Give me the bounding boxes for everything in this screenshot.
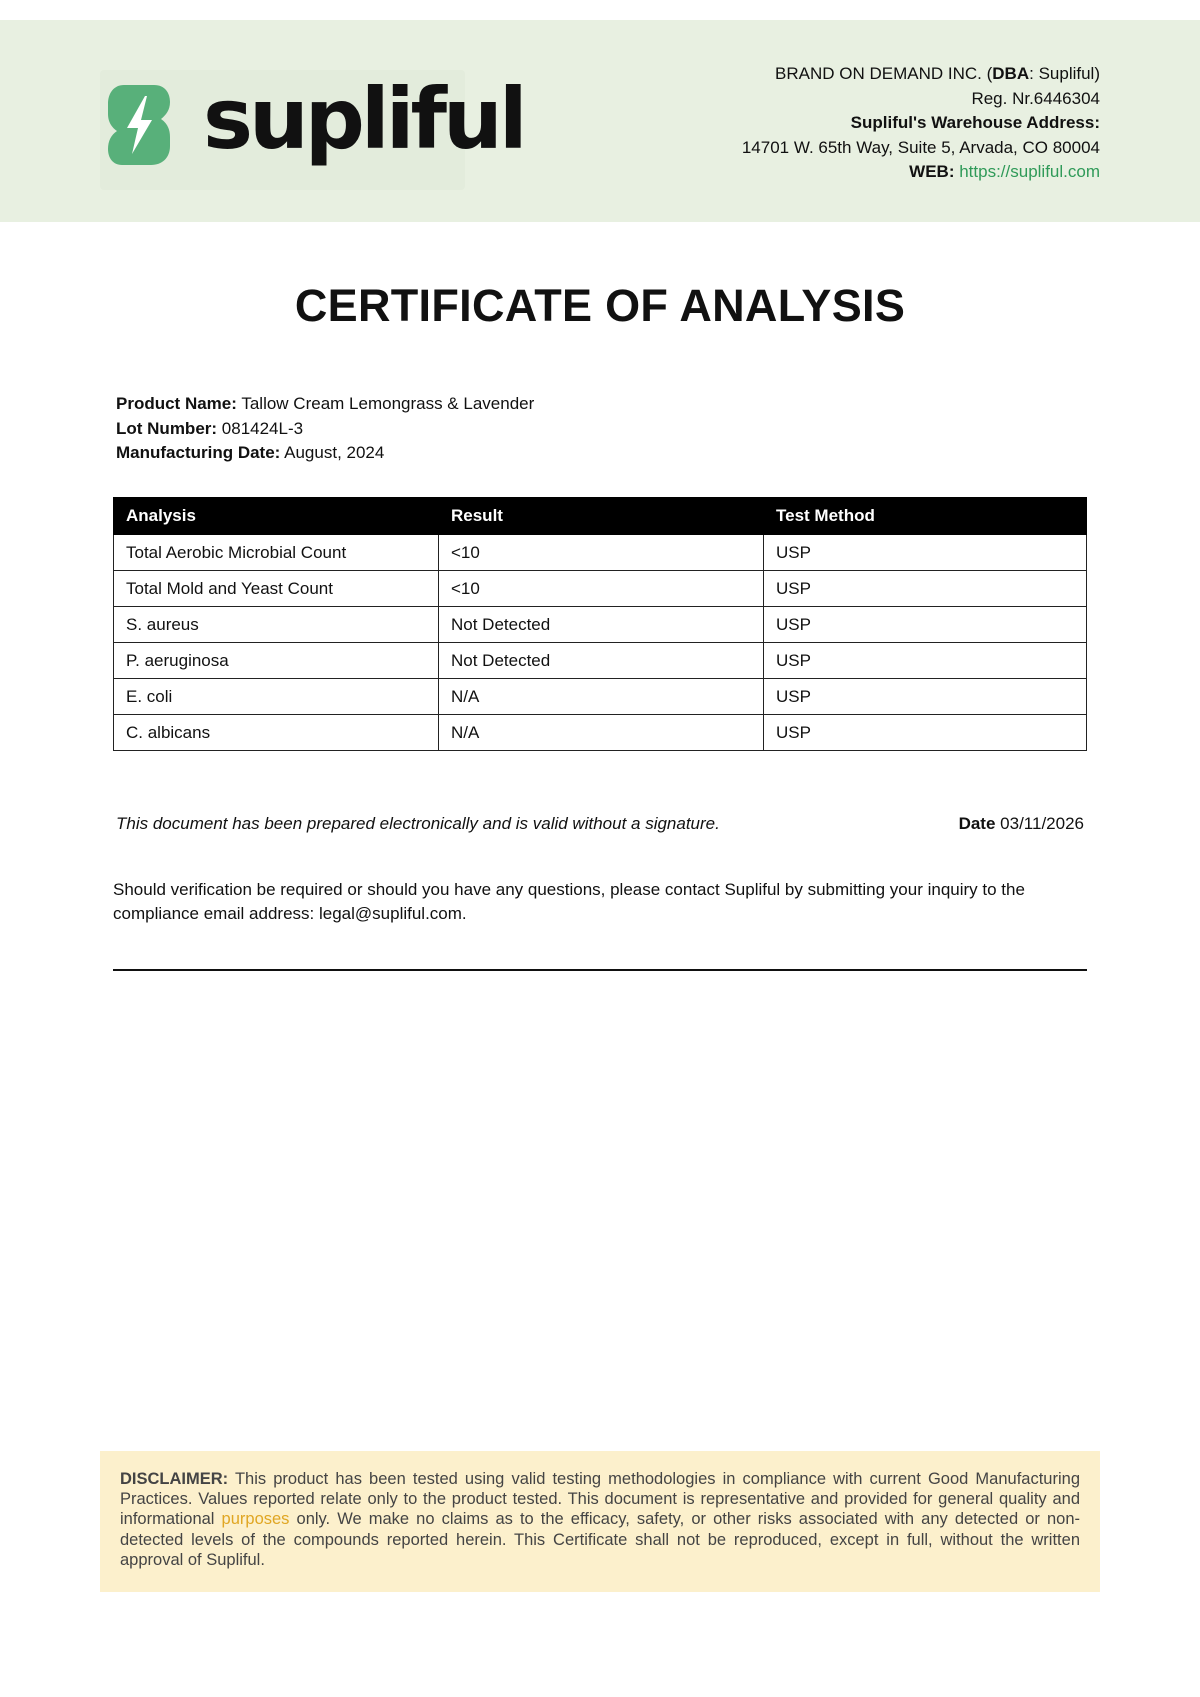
lightning-s-icon	[106, 82, 172, 168]
disclaimer-body: This product has been tested using valid testing methodologies in compliance with current Good Manufacturing Practices. Values reported relate only to the product tested. This document is representative and provided for general quality and informational	[120, 1470, 1080, 1529]
method-cell: USP	[764, 607, 1087, 643]
web-label: WEB:	[909, 162, 955, 181]
lot-number-line	[116, 417, 534, 442]
product-details	[116, 392, 534, 466]
column-header: Result	[439, 498, 764, 535]
date-value: 03/11/2026	[1000, 814, 1084, 833]
method-cell: USP	[764, 571, 1087, 607]
disclaimer-body-end: only. We make no claims as to the efficacy, safety, or other risks associated with any detected or non-detected levels of the compounds reported herein. This Certificate shall not be reproduced, except in full, without the written approval of Supliful.	[120, 1510, 1080, 1569]
disclaimer-label: DISCLAIMER:	[120, 1470, 229, 1488]
registration-number: Reg. Nr.6446304	[971, 88, 1100, 108]
product-name-line	[116, 392, 534, 417]
column-header: Test Method	[764, 498, 1087, 535]
date-label: Date	[958, 814, 996, 833]
website-line	[742, 160, 1100, 185]
manufacturing-date: August, 2024	[284, 443, 385, 462]
company-info	[742, 62, 1100, 185]
table-row	[114, 571, 1087, 607]
table-header-row	[114, 498, 1087, 535]
supliful-logo	[100, 70, 524, 190]
letterhead	[0, 20, 1200, 222]
table-row	[114, 715, 1087, 751]
table-row	[114, 679, 1087, 715]
verification-note: Should verification be required or should you have any questions, please contact Supliful by submitting your inquiry to the compliance email address: legal@supliful.com.	[113, 880, 1025, 923]
table-row	[114, 643, 1087, 679]
analysis-cell: P. aeruginosa	[114, 643, 439, 679]
disclaimer-box	[100, 1451, 1100, 1592]
company-name: BRAND ON DEMAND INC. (	[775, 64, 993, 83]
manufacturing-date-label: Manufacturing Date:	[116, 443, 281, 462]
document-title: CERTIFICATE OF ANALYSIS	[294, 280, 906, 331]
issue-date	[959, 814, 1084, 834]
lot-number-label: Lot Number:	[116, 418, 218, 438]
electronic-validity-note: This document has been prepared electronically and is valid without a signature.	[116, 814, 720, 833]
company-name-line	[742, 62, 1100, 87]
logo-wordmark: supliful	[203, 70, 524, 168]
column-header: Analysis	[114, 498, 439, 535]
manufacturing-date-line	[116, 441, 534, 466]
result-cell: <10	[439, 571, 764, 607]
warehouse-label: Supliful's Warehouse Address:	[850, 113, 1100, 132]
disclaimer-text	[120, 1469, 1080, 1570]
table-row	[114, 607, 1087, 643]
result-cell: N/A	[439, 679, 764, 715]
table-row	[114, 535, 1087, 571]
method-cell: USP	[764, 535, 1087, 571]
result-cell: Not Detected	[439, 607, 764, 643]
analysis-table	[113, 497, 1087, 751]
method-cell: USP	[764, 679, 1087, 715]
product-name: Tallow Cream Lemongrass & Lavender	[241, 394, 535, 413]
warehouse-address: 14701 W. 65th Way, Suite 5, Arvada, CO 80004	[741, 137, 1100, 157]
analysis-cell: Total Mold and Yeast Count	[114, 571, 439, 607]
result-cell: <10	[439, 535, 764, 571]
disclaimer-highlight: purposes	[221, 1510, 290, 1529]
result-cell: Not Detected	[439, 643, 764, 679]
analysis-cell: C. albicans	[114, 715, 439, 751]
website-link[interactable]: https://supliful.com	[959, 162, 1100, 181]
analysis-cell: E. coli	[114, 679, 439, 715]
dba-label: DBA	[992, 64, 1030, 83]
method-cell: USP	[764, 643, 1087, 679]
dba-value: : Supliful)	[1029, 64, 1100, 83]
result-cell: N/A	[439, 715, 764, 751]
lot-number: 081424L-3	[221, 418, 304, 438]
divider	[113, 969, 1087, 971]
analysis-cell: S. aureus	[114, 607, 439, 643]
analysis-cell: Total Aerobic Microbial Count	[114, 535, 439, 571]
method-cell: USP	[764, 715, 1087, 751]
product-name-label: Product Name:	[116, 394, 237, 413]
